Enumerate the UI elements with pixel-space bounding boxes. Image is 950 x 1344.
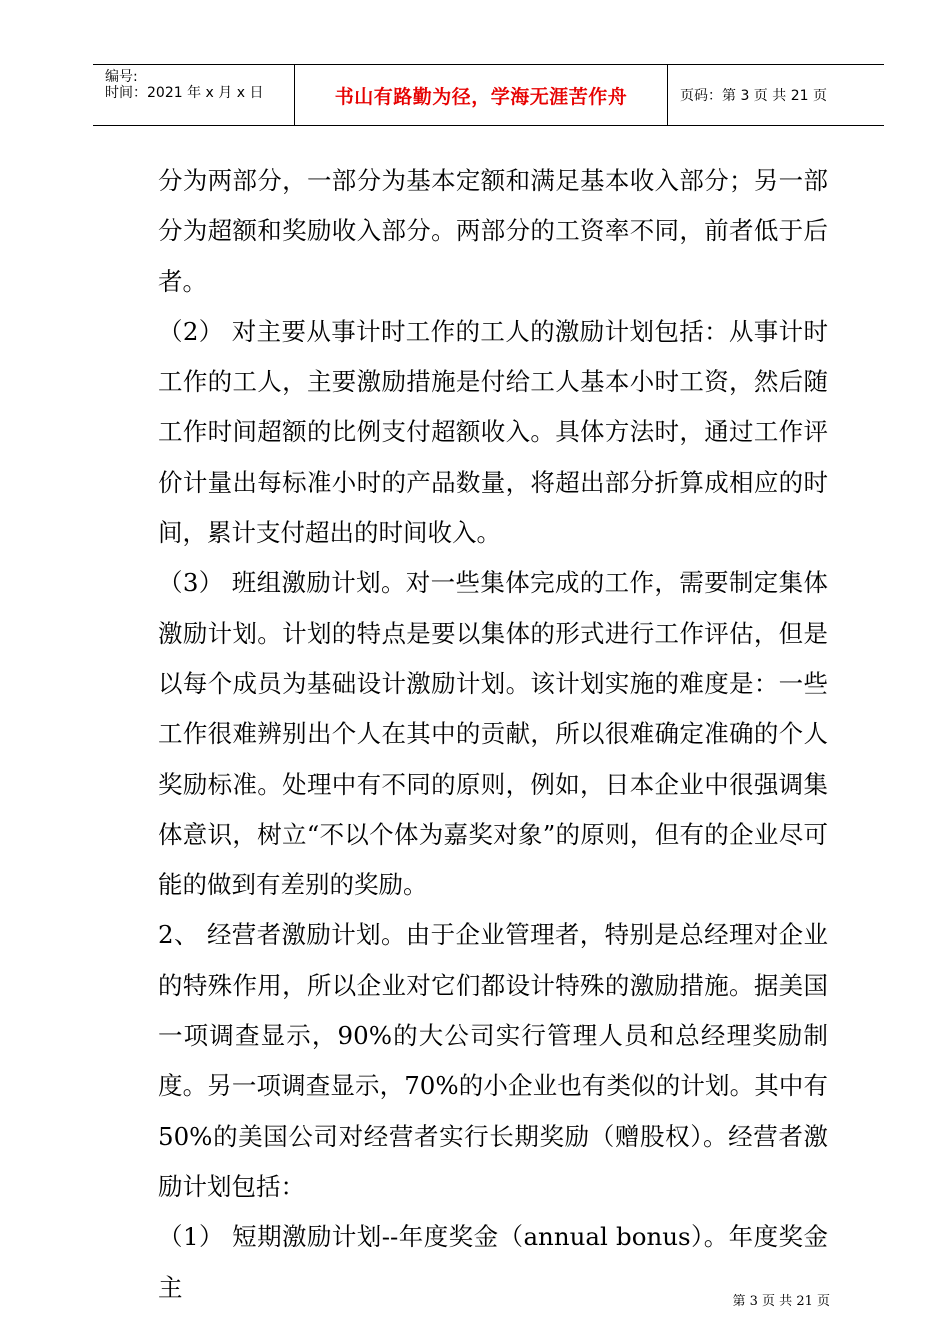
header-motto: 书山有路勤为径，学海无涯苦作舟 <box>334 85 628 108</box>
paragraph-3: （3） 班组激励计划。对一些集体完成的工作，需要制定集体激励计划。计划的特点是要以集体的形式进行工作评估，但是以每个成员为基础设计激励计划。该计划实施的难度是：一些工作很难辨别出个人在其中的贡献，所以很难确定准确的个人奖励标准。处理中有不同的原则，例如，日本企业中很强调集体意识，树立“不以个体为嘉奖对象”的原则，但有的企业尽可能的做到有差别的奖励。 <box>158 568 828 900</box>
document-body <box>158 156 828 1313</box>
page-footer <box>733 1290 830 1309</box>
footer-page-number: 第 3 页 共 21 页 <box>732 1294 830 1309</box>
page-header <box>93 64 884 126</box>
header-page-number: 页码：第 3 页 共 21 页 <box>680 88 827 104</box>
paragraph-5: （1） 短期激励计划--年度奖金（annual bonus）。年度奖金主 <box>158 1222 828 1302</box>
header-motto-cell <box>295 65 668 125</box>
paragraph-1: 分为两部分，一部分为基本定额和满足基本收入部分；另一部分为超额和奖励收入部分。两部分的工资率不同，前者低于后者。 <box>158 166 828 296</box>
paragraph-4: 2、 经营者激励计划。由于企业管理者，特别是总经理对企业的特殊作用，所以企业对它们都设计特殊的激励措施。据美国一项调查显示，90%的大公司实行管理人员和总经理奖励制度。另一项调查显示，70%的小企业也有类似的计划。其中有 50%的美国公司对经营者实行长期奖励（赠股权）。经营者激励计划包括： <box>158 920 828 1201</box>
header-page-cell <box>668 65 884 125</box>
paragraph-2: （2） 对主要从事计时工作的工人的激励计划包括：从事计时工作的工人，主要激励措施是付给工人基本小时工资，然后随工作时间超额的比例支付超额收入。具体方法时，通过工作评价计量出每标准小时的产品数量，将超出部分折算成相应的时间，累计支付超出的时间收入。 <box>158 316 828 548</box>
document-date-label: 时间：2021 年 x 月 x 日 <box>105 85 264 101</box>
document-number-label: 编号: <box>105 69 138 85</box>
header-meta-cell <box>93 65 295 125</box>
